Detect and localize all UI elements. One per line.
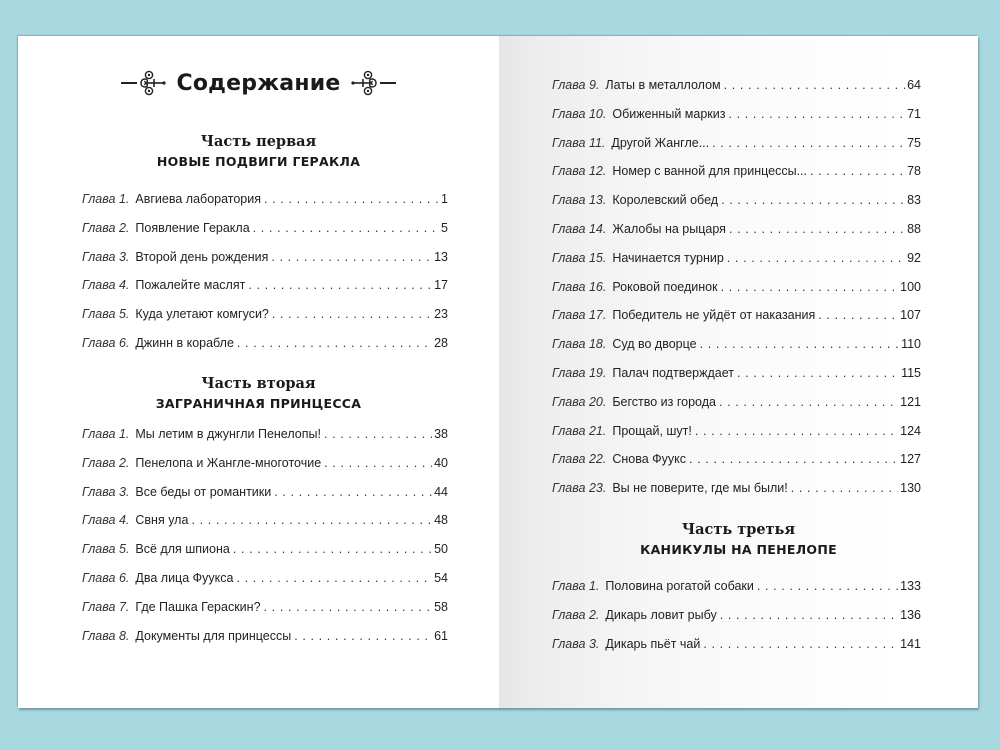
- part-subtitle: КАНИКУЛЫ НА ПЕНЕЛОПЕ: [640, 542, 837, 557]
- part-name: Часть первая: [200, 133, 317, 150]
- page-number: 5: [441, 220, 448, 235]
- dot-leader: [324, 456, 432, 470]
- chapter-title: Палач подтверждает: [612, 365, 734, 380]
- chapter-label: Глава 22.: [552, 452, 607, 467]
- dot-leader: [191, 513, 432, 527]
- dot-leader: [757, 579, 898, 593]
- toc-entry[interactable]: [552, 251, 921, 280]
- dot-leader: [236, 571, 432, 585]
- chapter-title: Суд во дворце: [612, 337, 697, 352]
- chapter-label: Глава 17.: [552, 308, 607, 323]
- chapter-title: Документы для принцессы: [135, 628, 292, 643]
- toc-entry[interactable]: [82, 307, 448, 336]
- toc-list: [552, 78, 921, 510]
- page-number: 50: [434, 542, 448, 557]
- chapter-title: Пенелопа и Жангле-многоточие: [135, 455, 322, 470]
- toc-entry[interactable]: [82, 221, 448, 250]
- page-number: 71: [907, 106, 921, 121]
- chapter-title: Свня ула: [135, 513, 189, 528]
- chapter-title: Джинн в корабле: [135, 335, 234, 350]
- toc-entry[interactable]: [82, 250, 448, 279]
- chapter-title: Вы не поверите, где мы были!: [612, 481, 788, 496]
- chapter-label: Глава 2.: [82, 455, 130, 470]
- dot-leader: [818, 308, 898, 322]
- dot-leader: [810, 164, 905, 178]
- part-subtitle: НОВЫЕ ПОДВИГИ ГЕРАКЛА: [156, 154, 361, 169]
- dot-leader: [253, 221, 439, 235]
- toc-entry[interactable]: [82, 192, 448, 221]
- contents-heading: [18, 70, 499, 96]
- dot-leader: [719, 395, 898, 409]
- page-number: 107: [900, 308, 921, 323]
- toc-entry[interactable]: [552, 481, 921, 510]
- page-number: 141: [900, 636, 921, 651]
- page-number: 110: [901, 337, 921, 352]
- chapter-label: Глава 6.: [82, 335, 130, 350]
- page-number: 133: [900, 579, 921, 593]
- toc-entry[interactable]: [552, 424, 921, 453]
- chapter-title: Два лица Фуукса: [135, 570, 234, 585]
- dot-leader: [695, 424, 898, 438]
- book-spread: [18, 36, 978, 708]
- toc-list: [82, 427, 448, 657]
- dot-leader: [272, 307, 432, 321]
- page-number: 17: [434, 278, 448, 293]
- chapter-label: Глава 10.: [552, 106, 607, 121]
- chapter-label: Глава 9.: [552, 78, 600, 92]
- chapter-label: Глава 18.: [552, 337, 607, 352]
- chapter-title: Половина рогатой собаки: [605, 579, 754, 593]
- dot-leader: [324, 427, 432, 441]
- toc-entry[interactable]: [552, 107, 921, 136]
- chapter-title: Жалобы на рыцаря: [612, 221, 726, 236]
- chapter-title: Прощай, шут!: [612, 423, 692, 438]
- page-number: 13: [434, 249, 448, 264]
- dot-leader: [728, 107, 905, 121]
- toc-entry[interactable]: [552, 193, 921, 222]
- chapter-label: Глава 4.: [82, 513, 130, 528]
- chapter-title: Дикарь пьёт чай: [605, 636, 701, 651]
- chapter-title: Где Пашка Гераскин?: [135, 599, 261, 614]
- chapter-label: Глава 2.: [552, 607, 600, 622]
- contents-title: Содержание: [176, 70, 341, 96]
- chapter-label: Глава 13.: [552, 193, 607, 208]
- toc-entry[interactable]: [552, 395, 921, 424]
- chapter-title: Появление Геракла: [135, 220, 250, 235]
- page-number: 48: [434, 513, 448, 528]
- dot-leader: [703, 637, 898, 651]
- chapter-label: Глава 20.: [552, 394, 607, 409]
- page-number: 121: [900, 394, 921, 409]
- toc-entry[interactable]: [552, 222, 921, 251]
- toc-entry[interactable]: [82, 571, 448, 600]
- dot-leader: [729, 222, 905, 236]
- dot-leader: [233, 542, 432, 556]
- toc-entry[interactable]: [82, 485, 448, 514]
- part-heading: [18, 374, 499, 414]
- chapter-title: Королевский обед: [612, 193, 719, 208]
- part-name: Часть третья: [681, 521, 796, 538]
- page-number: 40: [434, 455, 448, 470]
- dot-leader: [264, 600, 433, 614]
- page-number: 54: [434, 570, 448, 585]
- toc-entry[interactable]: [552, 337, 921, 366]
- dot-leader: [274, 485, 432, 499]
- chapter-title: Пожалейте маслят: [135, 278, 246, 293]
- chapter-label: Глава 8.: [82, 628, 130, 643]
- dot-leader: [721, 193, 905, 207]
- chapter-label: Глава 4.: [82, 278, 130, 293]
- page-number: 92: [907, 250, 921, 265]
- chapter-label: Глава 19.: [552, 365, 607, 380]
- chapter-label: Глава 15.: [552, 250, 607, 265]
- toc-entry[interactable]: [552, 280, 921, 309]
- toc-entry[interactable]: [552, 452, 921, 481]
- toc-list: [82, 192, 448, 365]
- toc-entry[interactable]: [82, 336, 448, 365]
- chapter-title: Победитель не уйдёт от наказания: [612, 308, 816, 323]
- chapter-title: Дикарь ловит рыбу: [605, 607, 717, 622]
- chapter-label: Глава 3.: [82, 484, 130, 499]
- part-name: Часть вторая: [201, 375, 316, 392]
- chapter-title: Латы в металлолом: [605, 78, 721, 92]
- toc-entry[interactable]: [552, 78, 921, 107]
- page-number: 61: [434, 628, 448, 643]
- page-number: 78: [907, 164, 921, 179]
- part-subtitle: ЗАГРАНИЧНАЯ ПРИНЦЕССА: [155, 396, 362, 411]
- chapter-label: Глава 1.: [82, 192, 130, 206]
- left-page: [18, 36, 499, 708]
- page-number: 83: [907, 193, 921, 208]
- page-number: 23: [434, 307, 448, 322]
- toc-entry[interactable]: [82, 600, 448, 629]
- page-number: 64: [907, 78, 921, 92]
- page-number: 58: [434, 599, 448, 614]
- toc-entry[interactable]: [82, 542, 448, 571]
- chapter-label: Глава 3.: [82, 249, 130, 264]
- chapter-label: Глава 5.: [82, 307, 130, 322]
- chapter-title: Второй день рождения: [135, 249, 269, 264]
- chapter-title: Обиженный маркиз: [612, 106, 726, 121]
- chapter-label: Глава 11.: [552, 135, 606, 150]
- dot-leader: [737, 366, 899, 380]
- dot-leader: [689, 452, 898, 466]
- toc-entry[interactable]: [82, 456, 448, 485]
- toc-entry[interactable]: [82, 513, 448, 542]
- toc-entry[interactable]: [552, 608, 921, 637]
- dot-leader: [720, 608, 898, 622]
- right-page: [499, 36, 978, 708]
- toc-entry[interactable]: [552, 579, 921, 608]
- page-number: 38: [434, 427, 448, 441]
- chapter-title: Всё для шпиона: [135, 542, 230, 557]
- page-number: 44: [434, 484, 448, 499]
- chapter-label: Глава 2.: [82, 220, 130, 235]
- chapter-title: Роковой поединок: [612, 279, 718, 294]
- chapter-title: Другой Жангле...: [611, 135, 710, 150]
- dot-leader: [237, 336, 432, 350]
- dot-leader: [791, 481, 898, 495]
- part-heading: [499, 520, 978, 560]
- chapter-label: Глава 1.: [552, 579, 600, 593]
- page-number: 28: [434, 335, 448, 350]
- toc-entry[interactable]: [552, 136, 921, 165]
- toc-entry[interactable]: [552, 308, 921, 337]
- dot-leader: [724, 78, 905, 92]
- chapter-label: Глава 23.: [552, 481, 607, 496]
- dot-leader: [248, 278, 432, 292]
- chapter-label: Глава 5.: [82, 542, 130, 557]
- dot-leader: [264, 192, 439, 206]
- page-number: 88: [907, 221, 921, 236]
- chapter-label: Глава 7.: [82, 599, 130, 614]
- dot-leader: [712, 136, 905, 150]
- ornament-right-icon: [350, 70, 396, 96]
- chapter-label: Глава 1.: [82, 427, 130, 441]
- chapter-title: Куда улетают комгуси?: [135, 307, 269, 322]
- chapter-title: Мы летим в джунгли Пенелопы!: [135, 427, 321, 441]
- toc-entry[interactable]: [552, 637, 921, 666]
- toc-list: [552, 579, 921, 665]
- chapter-title: Номер с ванной для принцессы...: [612, 164, 807, 179]
- dot-leader: [700, 337, 899, 351]
- chapter-label: Глава 6.: [82, 570, 130, 585]
- part-heading: [18, 132, 499, 172]
- ornament-left-icon: [121, 70, 167, 96]
- page-number: 1: [441, 192, 448, 206]
- page-number: 127: [900, 452, 921, 467]
- dot-leader: [271, 250, 432, 264]
- chapter-label: Глава 21.: [552, 423, 607, 438]
- chapter-title: Начинается турнир: [612, 250, 724, 265]
- chapter-title: Авгиева лаборатория: [135, 192, 262, 206]
- toc-entry[interactable]: [82, 629, 448, 658]
- page-number: 75: [907, 135, 921, 150]
- chapter-label: Глава 14.: [552, 221, 607, 236]
- dot-leader: [727, 251, 905, 265]
- page-number: 115: [901, 365, 921, 380]
- chapter-label: Глава 12.: [552, 164, 607, 179]
- dot-leader: [721, 280, 899, 294]
- toc-entry[interactable]: [82, 427, 448, 456]
- chapter-label: Глава 3.: [552, 636, 600, 651]
- toc-entry[interactable]: [552, 366, 921, 395]
- toc-entry[interactable]: [552, 164, 921, 193]
- page-number: 136: [900, 607, 921, 622]
- page-number: 124: [900, 423, 921, 438]
- page-number: 130: [900, 481, 921, 496]
- chapter-title: Снова Фуукс: [612, 452, 687, 467]
- chapter-label: Глава 16.: [552, 279, 607, 294]
- chapter-title: Все беды от романтики: [135, 484, 272, 499]
- toc-entry[interactable]: [82, 278, 448, 307]
- dot-leader: [294, 629, 432, 643]
- page-number: 100: [900, 279, 921, 294]
- chapter-title: Бегство из города: [612, 394, 716, 409]
